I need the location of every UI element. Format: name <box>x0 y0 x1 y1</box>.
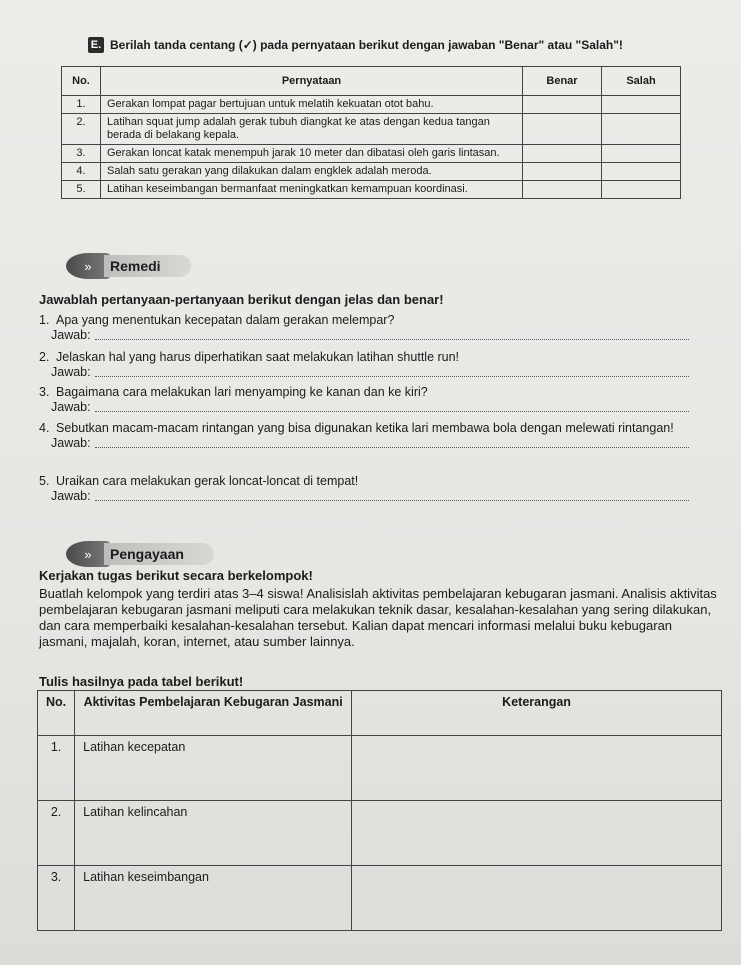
row-number: 3. <box>62 145 101 163</box>
answer-line[interactable] <box>95 489 689 501</box>
answer-label: Jawab: <box>51 328 91 342</box>
remedi-instruction: Jawablah pertanyaan-pertanyaan berikut dengan jelas dan benar! <box>39 292 444 307</box>
false-checkbox-cell[interactable] <box>602 114 681 145</box>
true-checkbox-cell[interactable] <box>523 114 602 145</box>
remedi-banner <box>66 253 191 279</box>
row-number: 3. <box>38 866 75 931</box>
question-item <box>39 385 689 415</box>
question-item <box>39 350 689 380</box>
row-number: 4. <box>62 163 101 181</box>
question-number: 1. <box>39 313 50 327</box>
question-text: Uraikan cara melakukan gerak loncat-loncat di tempat! <box>56 474 359 488</box>
row-number: 2. <box>38 801 75 866</box>
remedi-title: Remedi <box>104 255 191 277</box>
statement-text: Latihan keseimbangan bermanfaat meningkatkan kemampuan koordinasi. <box>101 181 523 199</box>
header-no: No. <box>38 691 75 736</box>
question-text: Apa yang menentukan kecepatan dalam gerakan melempar? <box>56 313 395 327</box>
table-row <box>62 181 681 199</box>
header-activity: Aktivitas Pembelajaran Kebugaran Jasmani <box>75 691 352 736</box>
row-number: 2. <box>62 114 101 145</box>
table-row <box>38 736 722 801</box>
section-e-instruction <box>88 37 623 53</box>
activity-text: Latihan kecepatan <box>75 736 352 801</box>
answer-line[interactable] <box>95 328 689 340</box>
note-cell[interactable] <box>352 801 722 866</box>
table-row <box>62 145 681 163</box>
pengayaan-heading: Kerjakan tugas berikut secara berkelompok! <box>39 568 313 583</box>
row-number: 5. <box>62 181 101 199</box>
statement-text: Salah satu gerakan yang dilakukan dalam engklek adalah meroda. <box>101 163 523 181</box>
true-false-table <box>61 66 681 199</box>
activity-table <box>37 690 722 931</box>
question-item <box>39 474 689 504</box>
statement-text: Gerakan loncat katak menempuh jarak 10 meter dan dibatasi oleh garis lintasan. <box>101 145 523 163</box>
table-row <box>62 163 681 181</box>
answer-label: Jawab: <box>51 365 91 379</box>
statement-text: Latihan squat jump adalah gerak tubuh diangkat ke atas dengan kedua tangan berada di belakang kepala. <box>101 114 523 145</box>
false-checkbox-cell[interactable] <box>602 163 681 181</box>
true-checkbox-cell[interactable] <box>523 163 602 181</box>
question-item <box>39 313 689 343</box>
table-intro: Tulis hasilnya pada tabel berikut! <box>39 674 244 689</box>
pengayaan-banner <box>66 541 214 567</box>
runner-icon: » <box>66 541 110 567</box>
question-text: Jelaskan hal yang harus diperhatikan saat melakukan latihan shuttle run! <box>56 350 460 364</box>
question-number: 4. <box>39 421 50 435</box>
answer-label: Jawab: <box>51 489 91 503</box>
answer-line[interactable] <box>95 436 689 448</box>
pengayaan-title: Pengayaan <box>104 543 214 565</box>
question-item <box>39 421 689 451</box>
row-number: 1. <box>38 736 75 801</box>
answer-label: Jawab: <box>51 436 91 450</box>
header-false: Salah <box>602 67 681 96</box>
question-text: Bagaimana cara melakukan lari menyamping ke kanan dan ke kiri? <box>56 385 428 399</box>
true-checkbox-cell[interactable] <box>523 181 602 199</box>
header-no: No. <box>62 67 101 96</box>
row-number: 1. <box>62 96 101 114</box>
question-text: Sebutkan macam-macam rintangan yang bisa digunakan ketika lari membawa bola dengan melewati rintangan! <box>56 421 674 435</box>
answer-line[interactable] <box>95 400 689 412</box>
statement-text: Gerakan lompat pagar bertujuan untuk melatih kekuatan otot bahu. <box>101 96 523 114</box>
false-checkbox-cell[interactable] <box>602 145 681 163</box>
table-row <box>38 801 722 866</box>
table-row <box>62 96 681 114</box>
header-note: Keterangan <box>352 691 722 736</box>
section-e-text: Berilah tanda centang (✓) pada pernyataan berikut dengan jawaban "Benar" atau "Salah"! <box>110 38 623 52</box>
note-cell[interactable] <box>352 736 722 801</box>
note-cell[interactable] <box>352 866 722 931</box>
activity-text: Latihan kelincahan <box>75 801 352 866</box>
header-statement: Pernyataan <box>101 67 523 96</box>
header-true: Benar <box>523 67 602 96</box>
true-checkbox-cell[interactable] <box>523 145 602 163</box>
question-number: 5. <box>39 474 50 488</box>
runner-icon: » <box>66 253 110 279</box>
question-number: 2. <box>39 350 50 364</box>
table-row <box>62 114 681 145</box>
activity-text: Latihan keseimbangan <box>75 866 352 931</box>
section-e-badge: E. <box>88 37 104 53</box>
answer-line[interactable] <box>95 365 689 377</box>
false-checkbox-cell[interactable] <box>602 181 681 199</box>
answer-label: Jawab: <box>51 400 91 414</box>
pengayaan-paragraph: Buatlah kelompok yang terdiri atas 3–4 siswa! Analisislah aktivitas pembelajaran kebugaran jasmani. Analisis aktivitas pembelajaran kebugaran jasmani meliputi cara melakukan teknik dasar, kesalahan-kesalahan yang sering dilakukan, dan cara memperbaiki kesalahan-kesalahan tersebut. Kalian dapat mencari informasi melalui buku kebugaran jasmani, majalah, koran, internet, atau sumber lainnya. <box>39 586 717 649</box>
table-row <box>38 866 722 931</box>
false-checkbox-cell[interactable] <box>602 96 681 114</box>
true-checkbox-cell[interactable] <box>523 96 602 114</box>
question-number: 3. <box>39 385 50 399</box>
